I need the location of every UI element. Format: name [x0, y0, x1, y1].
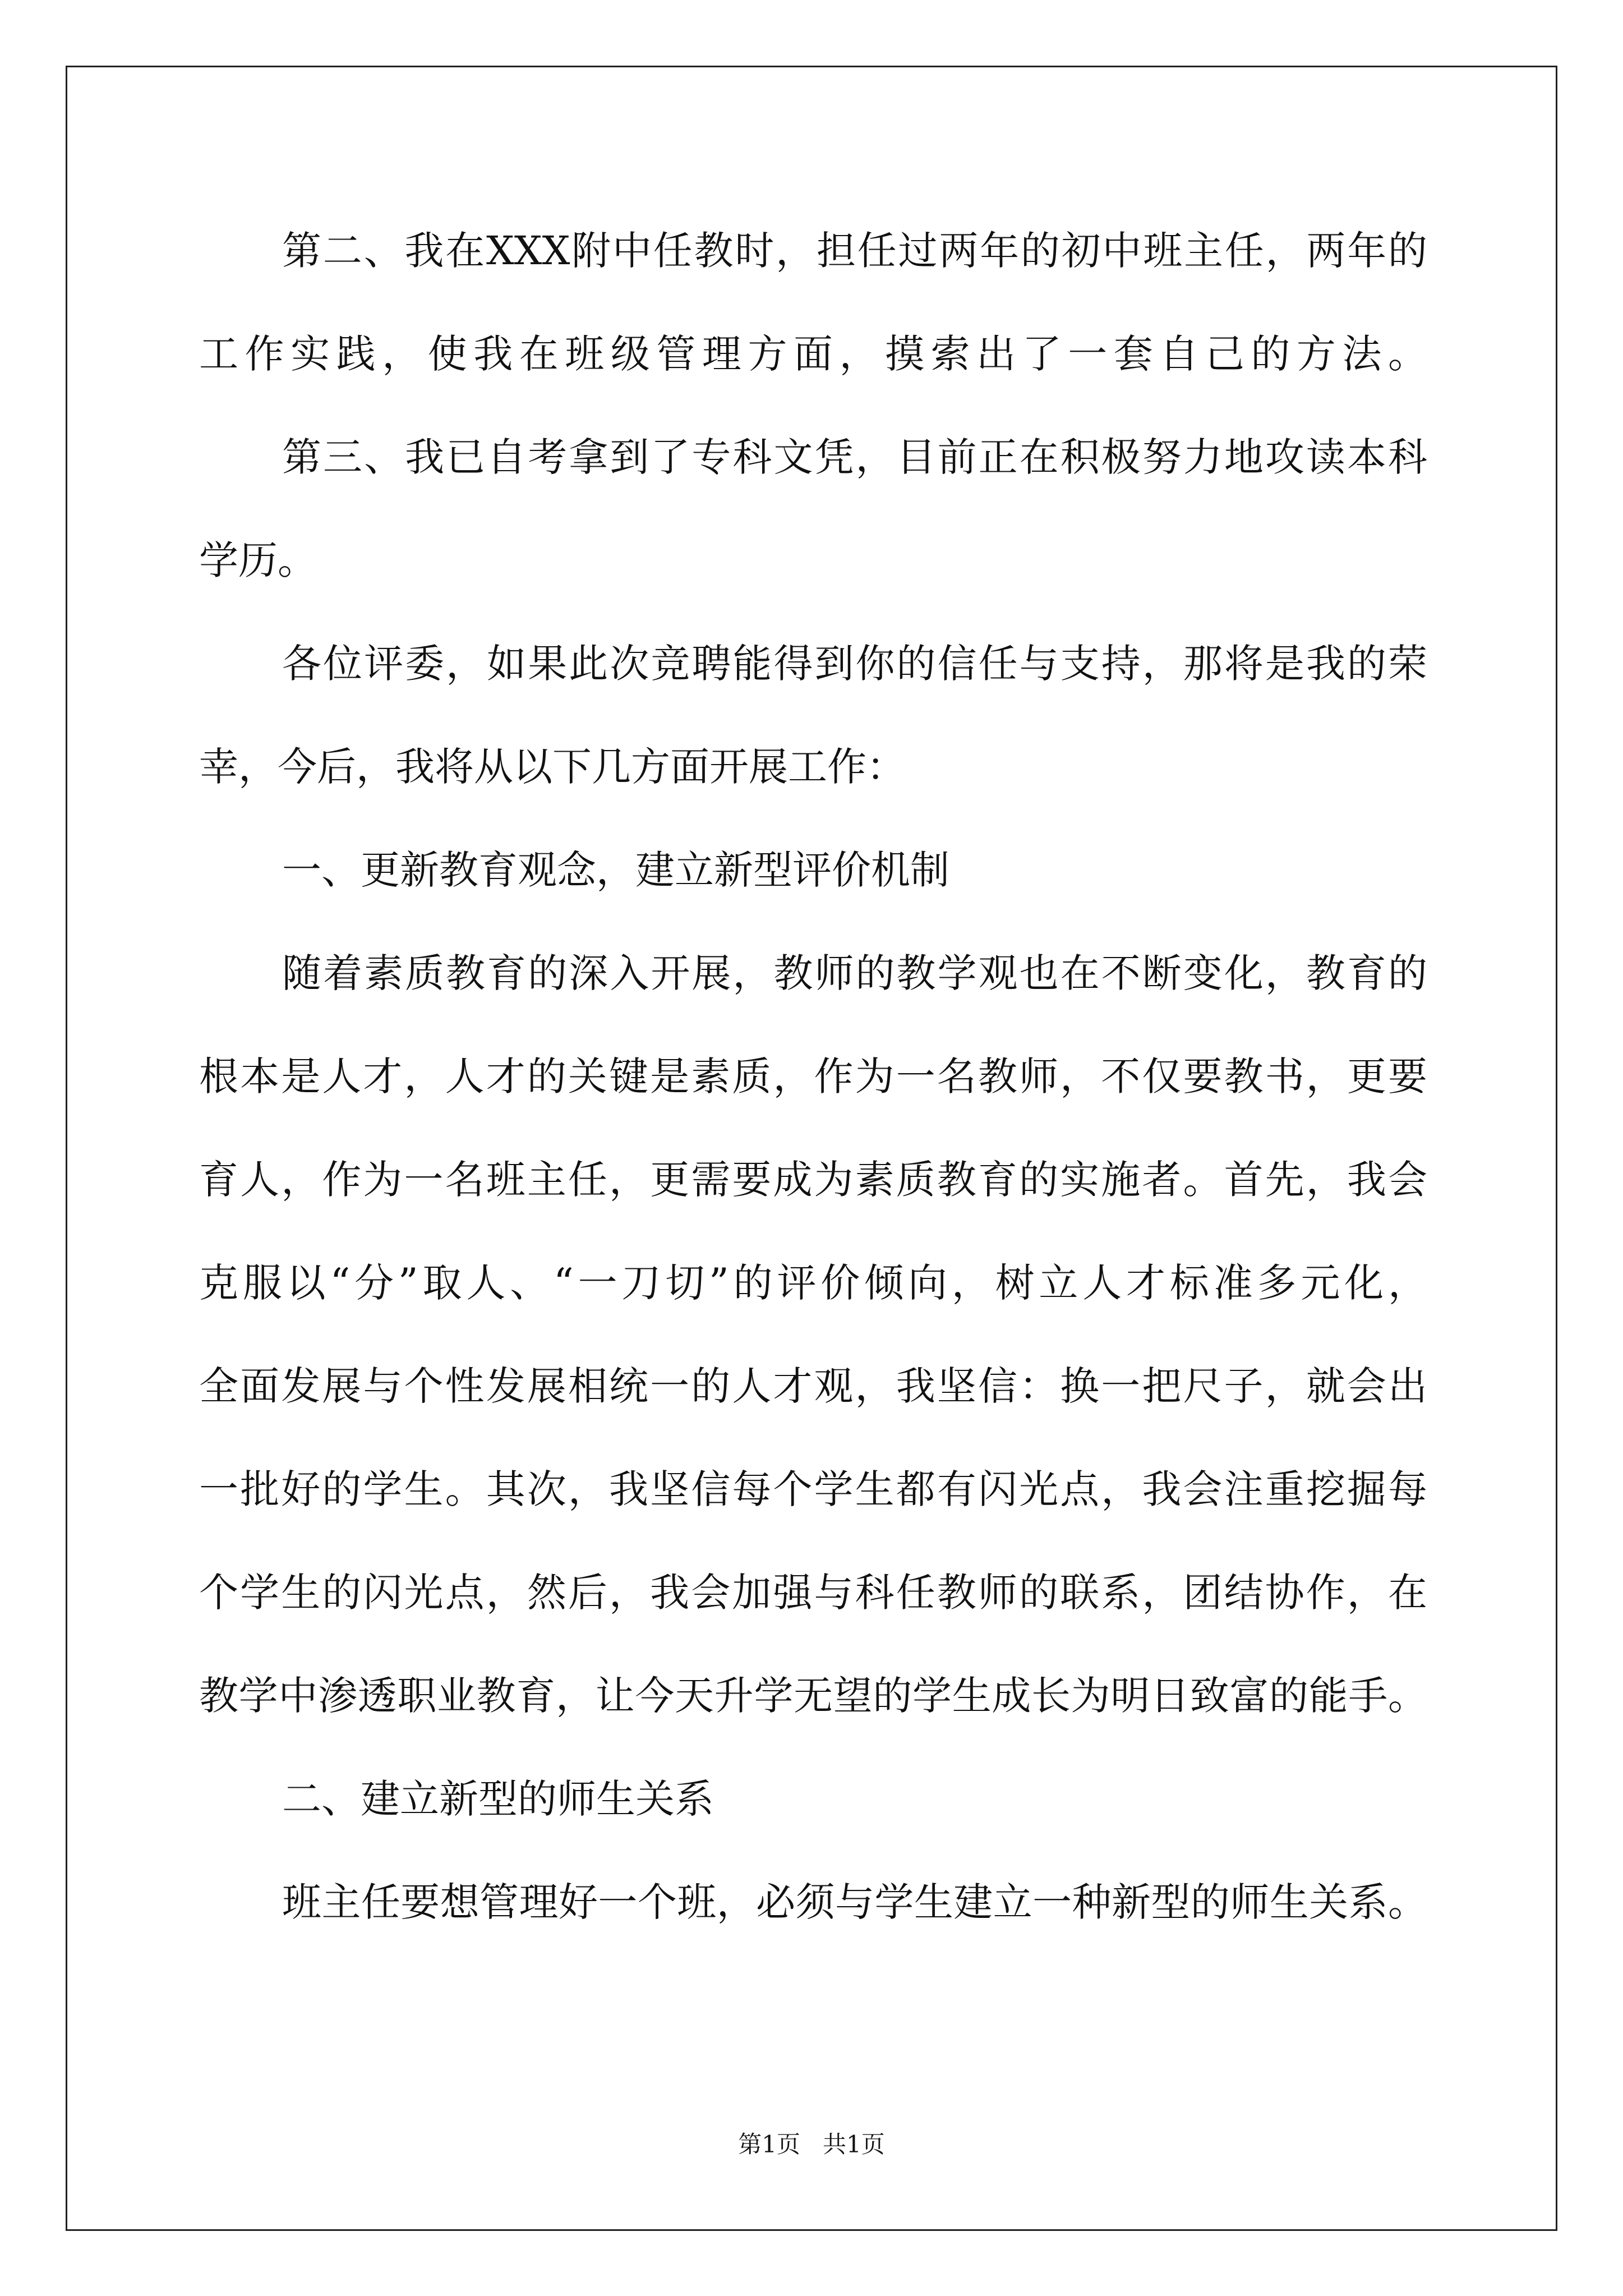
text-line: 各位评委，如果此次竞聘能得到你的信任与支持，那将是我的荣	[282, 641, 1427, 687]
text-line: 根本是人才，人才的关键是素质，作为一名教师，不仅要教书，更要	[199, 1053, 1427, 1099]
text-line: 个学生的闪光点，然后，我会加强与科任教师的联系，团结协作，在	[199, 1570, 1427, 1616]
document-body	[199, 199, 1427, 1954]
text-line: 全面发展与个性发展相统一的人才观，我坚信：换一把尺子，就会出	[199, 1363, 1427, 1409]
text-line: 克服以“分”取人、“一刀切”的评价倾向，树立人才标准多元化，	[199, 1260, 1427, 1306]
text-line: 随着素质教育的深入开展，教师的教学观也在不断变化，教育的	[282, 950, 1427, 996]
text-line: 工作实践，使我在班级管理方面，摸索出了一套自己的方法。	[199, 331, 1427, 377]
text-line: 幸，今后，我将从以下几方面开展工作：	[199, 744, 906, 790]
text-line: 教学中渗透职业教育，让今天升学无望的学生成长为明日致富的能手。	[199, 1673, 1427, 1719]
text-line: 学历。	[199, 537, 317, 583]
text-line: 一批好的学生。其次，我坚信每个学生都有闪光点，我会注重挖掘每	[199, 1466, 1427, 1512]
text-line: 第三、我已自考拿到了专科文凭，目前正在积极努力地攻读本科	[282, 434, 1427, 480]
section-heading: 二、建立新型的师生关系	[282, 1776, 714, 1822]
section-heading: 一、更新教育观念，建立新型评价机制	[282, 847, 949, 893]
text-line: 班主任要想管理好一个班，必须与学生建立一种新型的师生关系。	[282, 1879, 1427, 1925]
page-number-footer: 第1页 共1页	[738, 2131, 885, 2158]
text-line: 第二、我在XXX附中任教时，担任过两年的初中班主任，两年的	[282, 228, 1427, 274]
text-line: 育人，作为一名班主任，更需要成为素质教育的实施者。首先，我会	[199, 1157, 1427, 1203]
